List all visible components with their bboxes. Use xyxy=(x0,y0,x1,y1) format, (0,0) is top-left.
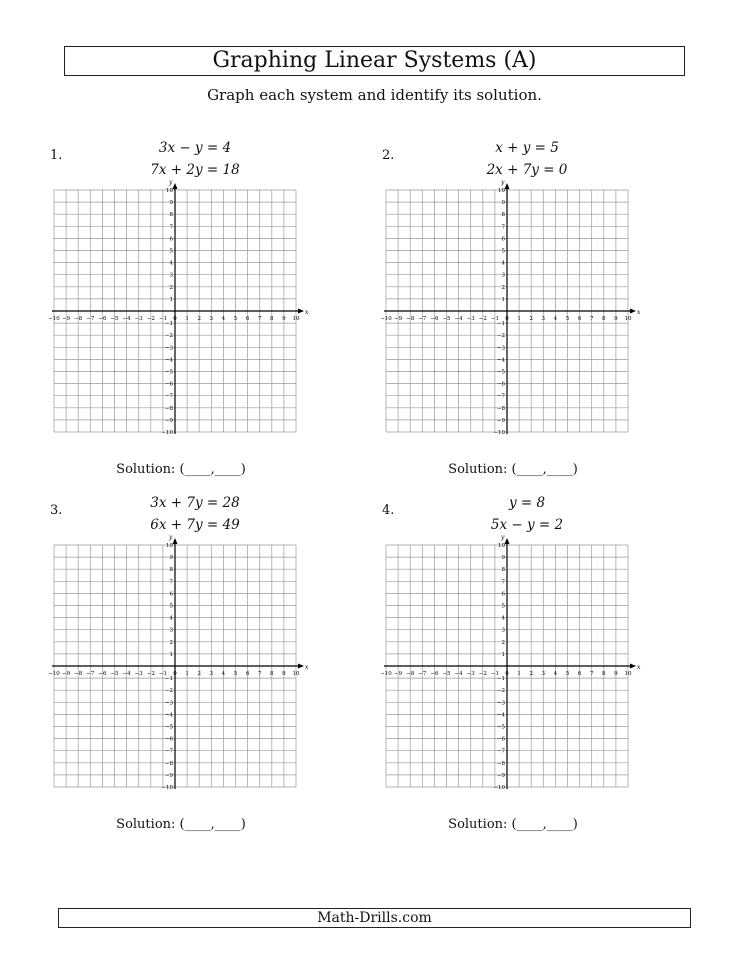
x-tick-label: −8 xyxy=(406,316,415,322)
solution-blank[interactable]: Solution: (____,____) xyxy=(116,817,246,832)
y-axis-arrow-icon xyxy=(505,183,510,189)
y-axis-arrow-icon xyxy=(173,538,178,544)
equation-1: 3x + 7y = 28 xyxy=(150,495,240,511)
y-tick-label: 10 xyxy=(498,188,505,194)
x-tick-label: 5 xyxy=(565,671,570,677)
x-axis-label: x xyxy=(637,309,641,316)
x-tick-label: 5 xyxy=(233,671,238,677)
y-tick-label: −7 xyxy=(496,393,505,400)
y-tick-label: −3 xyxy=(164,345,173,352)
y-tick-label: −6 xyxy=(164,381,173,388)
x-tick-label: 6 xyxy=(577,671,582,677)
y-tick-label: 4 xyxy=(169,615,173,622)
instructions: Graph each system and identify its solution. xyxy=(207,86,542,104)
x-tick-label: −1 xyxy=(490,671,499,677)
y-tick-label: 5 xyxy=(169,603,173,610)
x-tick-label: −3 xyxy=(134,671,143,677)
x-tick-label: 4 xyxy=(553,316,558,322)
y-tick-label: 4 xyxy=(501,615,505,622)
y-tick-label: 10 xyxy=(166,188,173,194)
problem-number: 4. xyxy=(382,503,395,518)
y-tick-label: −5 xyxy=(164,724,173,731)
title-text: Graphing Linear Systems (A) xyxy=(212,48,537,73)
y-tick-label: −3 xyxy=(496,700,505,707)
x-tick-label: −2 xyxy=(478,671,487,677)
x-tick-label: 1 xyxy=(185,671,189,677)
y-tick-label: 10 xyxy=(498,543,505,549)
y-tick-label: −3 xyxy=(164,700,173,707)
y-tick-label: 1 xyxy=(169,296,173,303)
x-tick-label: −1 xyxy=(158,671,167,677)
x-tick-label: −8 xyxy=(74,671,83,677)
y-tick-label: 7 xyxy=(169,224,173,231)
y-tick-label: 8 xyxy=(169,212,173,219)
x-tick-label: −3 xyxy=(466,316,475,322)
x-tick-label: 10 xyxy=(624,671,632,677)
y-tick-label: −2 xyxy=(164,688,173,695)
x-axis-arrow-icon xyxy=(298,309,304,314)
x-tick-label: −3 xyxy=(134,316,143,322)
y-tick-label: 8 xyxy=(169,567,173,574)
worksheet-title xyxy=(64,46,685,76)
x-tick-label: 7 xyxy=(257,316,262,322)
y-tick-label: −9 xyxy=(496,417,505,424)
y-tick-label: −1 xyxy=(164,676,173,683)
problem-1 xyxy=(50,140,350,485)
x-tick-label: −10 xyxy=(48,316,60,322)
x-tick-label: −6 xyxy=(98,671,107,677)
y-tick-label: −4 xyxy=(164,357,173,364)
y-tick-label: 5 xyxy=(501,248,505,255)
x-tick-label: 9 xyxy=(282,316,286,322)
y-tick-label: −4 xyxy=(496,357,505,364)
y-tick-label: −8 xyxy=(496,760,505,767)
x-tick-label: −7 xyxy=(418,671,427,677)
y-tick-label: 1 xyxy=(501,651,505,658)
x-tick-label: 1 xyxy=(517,316,521,322)
x-axis-arrow-icon xyxy=(630,664,636,669)
x-tick-label: 10 xyxy=(624,316,632,322)
y-tick-label: 5 xyxy=(501,603,505,610)
y-axis-label: y xyxy=(169,534,173,541)
y-tick-label: −9 xyxy=(164,772,173,779)
y-tick-label: 6 xyxy=(501,236,505,243)
problem-2 xyxy=(382,140,682,485)
x-tick-label: −3 xyxy=(466,671,475,677)
x-tick-label: −9 xyxy=(394,671,403,677)
x-tick-label: −9 xyxy=(62,316,71,322)
y-tick-label: −6 xyxy=(164,736,173,743)
x-tick-label: −10 xyxy=(48,671,60,677)
x-tick-label: −8 xyxy=(406,671,415,677)
y-tick-label: −6 xyxy=(496,381,505,388)
x-tick-label: 2 xyxy=(197,671,201,677)
y-tick-label: 9 xyxy=(501,555,505,562)
solution-blank[interactable]: Solution: (____,____) xyxy=(116,462,246,477)
y-tick-label: −5 xyxy=(164,369,173,376)
x-tick-label: 6 xyxy=(245,671,250,677)
x-tick-label: −2 xyxy=(478,316,487,322)
x-tick-label: −5 xyxy=(110,671,119,677)
y-tick-label: −7 xyxy=(496,748,505,755)
equation-1: y = 8 xyxy=(508,495,546,511)
x-tick-label: −2 xyxy=(146,316,155,322)
x-tick-label: −7 xyxy=(86,671,95,677)
x-axis-label: x xyxy=(305,309,309,316)
x-tick-label: 0 xyxy=(173,671,177,677)
equation-1: x + y = 5 xyxy=(495,140,559,156)
y-tick-label: 2 xyxy=(501,284,505,291)
x-tick-label: −7 xyxy=(418,316,427,322)
y-tick-label: −10 xyxy=(161,430,173,436)
y-tick-label: 7 xyxy=(169,579,173,586)
y-tick-label: 9 xyxy=(169,200,173,207)
x-tick-label: 7 xyxy=(257,671,262,677)
footer-text: Math-Drills.com xyxy=(317,910,432,926)
x-tick-label: 5 xyxy=(565,316,570,322)
y-axis-label: y xyxy=(501,534,505,541)
x-tick-label: 1 xyxy=(185,316,189,322)
y-tick-label: −5 xyxy=(496,369,505,376)
solution-blank[interactable]: Solution: (____,____) xyxy=(448,817,578,832)
y-tick-label: −8 xyxy=(164,405,173,412)
x-tick-label: 8 xyxy=(602,316,606,322)
x-tick-label: −5 xyxy=(442,316,451,322)
problem-3 xyxy=(50,495,350,840)
x-axis-label: x xyxy=(637,664,641,671)
x-tick-label: 0 xyxy=(505,316,509,322)
y-tick-label: 6 xyxy=(169,591,173,598)
x-tick-label: −6 xyxy=(430,671,439,677)
x-tick-label: −5 xyxy=(110,316,119,322)
y-tick-label: −7 xyxy=(164,393,173,400)
x-tick-label: −4 xyxy=(454,316,463,322)
problem-number: 1. xyxy=(50,148,63,163)
y-tick-label: −5 xyxy=(496,724,505,731)
y-tick-label: 8 xyxy=(501,567,505,574)
x-axis-label: x xyxy=(305,664,309,671)
x-tick-label: 0 xyxy=(173,316,177,322)
problem-number: 3. xyxy=(50,503,63,518)
coordinate-grid[interactable] xyxy=(48,179,315,444)
y-tick-label: 6 xyxy=(501,591,505,598)
solution-blank[interactable]: Solution: (____,____) xyxy=(448,462,578,477)
y-tick-label: 7 xyxy=(501,224,505,231)
y-tick-label: 9 xyxy=(501,200,505,207)
x-tick-label: −1 xyxy=(490,316,499,322)
equation-2: 5x − y = 2 xyxy=(490,517,564,533)
x-tick-label: −6 xyxy=(98,316,107,322)
x-tick-label: 7 xyxy=(589,671,594,677)
equation-2: 6x + 7y = 49 xyxy=(150,517,240,533)
x-tick-label: 8 xyxy=(602,671,606,677)
x-tick-label: 9 xyxy=(614,671,618,677)
y-tick-label: 5 xyxy=(169,248,173,255)
x-tick-label: 3 xyxy=(209,671,214,677)
x-tick-label: −10 xyxy=(380,316,392,322)
x-tick-label: 4 xyxy=(221,316,226,322)
x-tick-label: −4 xyxy=(122,671,131,677)
x-axis-arrow-icon xyxy=(630,309,636,314)
x-tick-label: 0 xyxy=(505,671,509,677)
x-tick-label: 2 xyxy=(197,316,201,322)
y-tick-label: −3 xyxy=(496,345,505,352)
y-tick-label: 8 xyxy=(501,212,505,219)
y-tick-label: −8 xyxy=(164,760,173,767)
x-tick-label: −10 xyxy=(380,671,392,677)
x-tick-label: −8 xyxy=(74,316,83,322)
x-tick-label: 2 xyxy=(529,316,533,322)
y-tick-label: −9 xyxy=(496,772,505,779)
y-tick-label: 3 xyxy=(169,627,173,634)
y-tick-label: 3 xyxy=(501,627,505,634)
x-tick-label: 2 xyxy=(529,671,533,677)
x-tick-label: 9 xyxy=(282,671,286,677)
y-tick-label: −4 xyxy=(496,712,505,719)
y-axis-arrow-icon xyxy=(173,183,178,189)
y-tick-label: −10 xyxy=(493,785,505,791)
x-tick-label: 8 xyxy=(270,671,274,677)
y-tick-label: −2 xyxy=(496,333,505,340)
x-tick-label: −2 xyxy=(146,671,155,677)
y-tick-label: −1 xyxy=(164,321,173,328)
coordinate-grid[interactable] xyxy=(380,534,647,799)
x-tick-label: −5 xyxy=(442,671,451,677)
coordinate-grid[interactable] xyxy=(48,534,315,799)
coordinate-grid[interactable] xyxy=(380,179,647,444)
y-tick-label: −1 xyxy=(496,676,505,683)
y-tick-label: 4 xyxy=(169,260,173,267)
x-tick-label: 3 xyxy=(209,316,214,322)
y-tick-label: 2 xyxy=(501,639,505,646)
y-tick-label: −2 xyxy=(496,688,505,695)
x-tick-label: 1 xyxy=(517,671,521,677)
y-tick-label: 1 xyxy=(169,651,173,658)
y-tick-label: 1 xyxy=(501,296,505,303)
x-tick-label: −6 xyxy=(430,316,439,322)
x-tick-label: 3 xyxy=(541,316,546,322)
y-axis-arrow-icon xyxy=(505,538,510,544)
footer xyxy=(58,908,691,928)
x-tick-label: 7 xyxy=(589,316,594,322)
x-tick-label: −4 xyxy=(122,316,131,322)
y-tick-label: 7 xyxy=(501,579,505,586)
y-tick-label: 2 xyxy=(169,284,173,291)
x-tick-label: 10 xyxy=(292,671,300,677)
y-tick-label: −1 xyxy=(496,321,505,328)
y-tick-label: 3 xyxy=(501,272,505,279)
x-tick-label: 3 xyxy=(541,671,546,677)
y-tick-label: −6 xyxy=(496,736,505,743)
equation-1: 3x − y = 4 xyxy=(158,140,232,156)
y-tick-label: −9 xyxy=(164,417,173,424)
y-axis-label: y xyxy=(501,179,505,186)
x-tick-label: −9 xyxy=(394,316,403,322)
y-tick-label: 3 xyxy=(169,272,173,279)
y-tick-label: −4 xyxy=(164,712,173,719)
y-axis-label: y xyxy=(169,179,173,186)
y-tick-label: 6 xyxy=(169,236,173,243)
x-tick-label: 9 xyxy=(614,316,618,322)
x-tick-label: −1 xyxy=(158,316,167,322)
y-tick-label: −2 xyxy=(164,333,173,340)
equation-2: 2x + 7y = 0 xyxy=(486,162,568,178)
x-tick-label: 6 xyxy=(245,316,250,322)
y-tick-label: 2 xyxy=(169,639,173,646)
x-tick-label: −7 xyxy=(86,316,95,322)
x-tick-label: −4 xyxy=(454,671,463,677)
y-tick-label: 9 xyxy=(169,555,173,562)
x-tick-label: 6 xyxy=(577,316,582,322)
x-axis-arrow-icon xyxy=(298,664,304,669)
equation-2: 7x + 2y = 18 xyxy=(150,162,240,178)
problem-4 xyxy=(382,495,682,840)
y-tick-label: 10 xyxy=(166,543,173,549)
x-tick-label: 10 xyxy=(292,316,300,322)
y-tick-label: −7 xyxy=(164,748,173,755)
x-tick-label: 8 xyxy=(270,316,274,322)
y-tick-label: 4 xyxy=(501,260,505,267)
y-tick-label: −8 xyxy=(496,405,505,412)
x-tick-label: −9 xyxy=(62,671,71,677)
y-tick-label: −10 xyxy=(493,430,505,436)
y-tick-label: −10 xyxy=(161,785,173,791)
x-tick-label: 4 xyxy=(221,671,226,677)
x-tick-label: 5 xyxy=(233,316,238,322)
x-tick-label: 4 xyxy=(553,671,558,677)
problem-number: 2. xyxy=(382,148,395,163)
